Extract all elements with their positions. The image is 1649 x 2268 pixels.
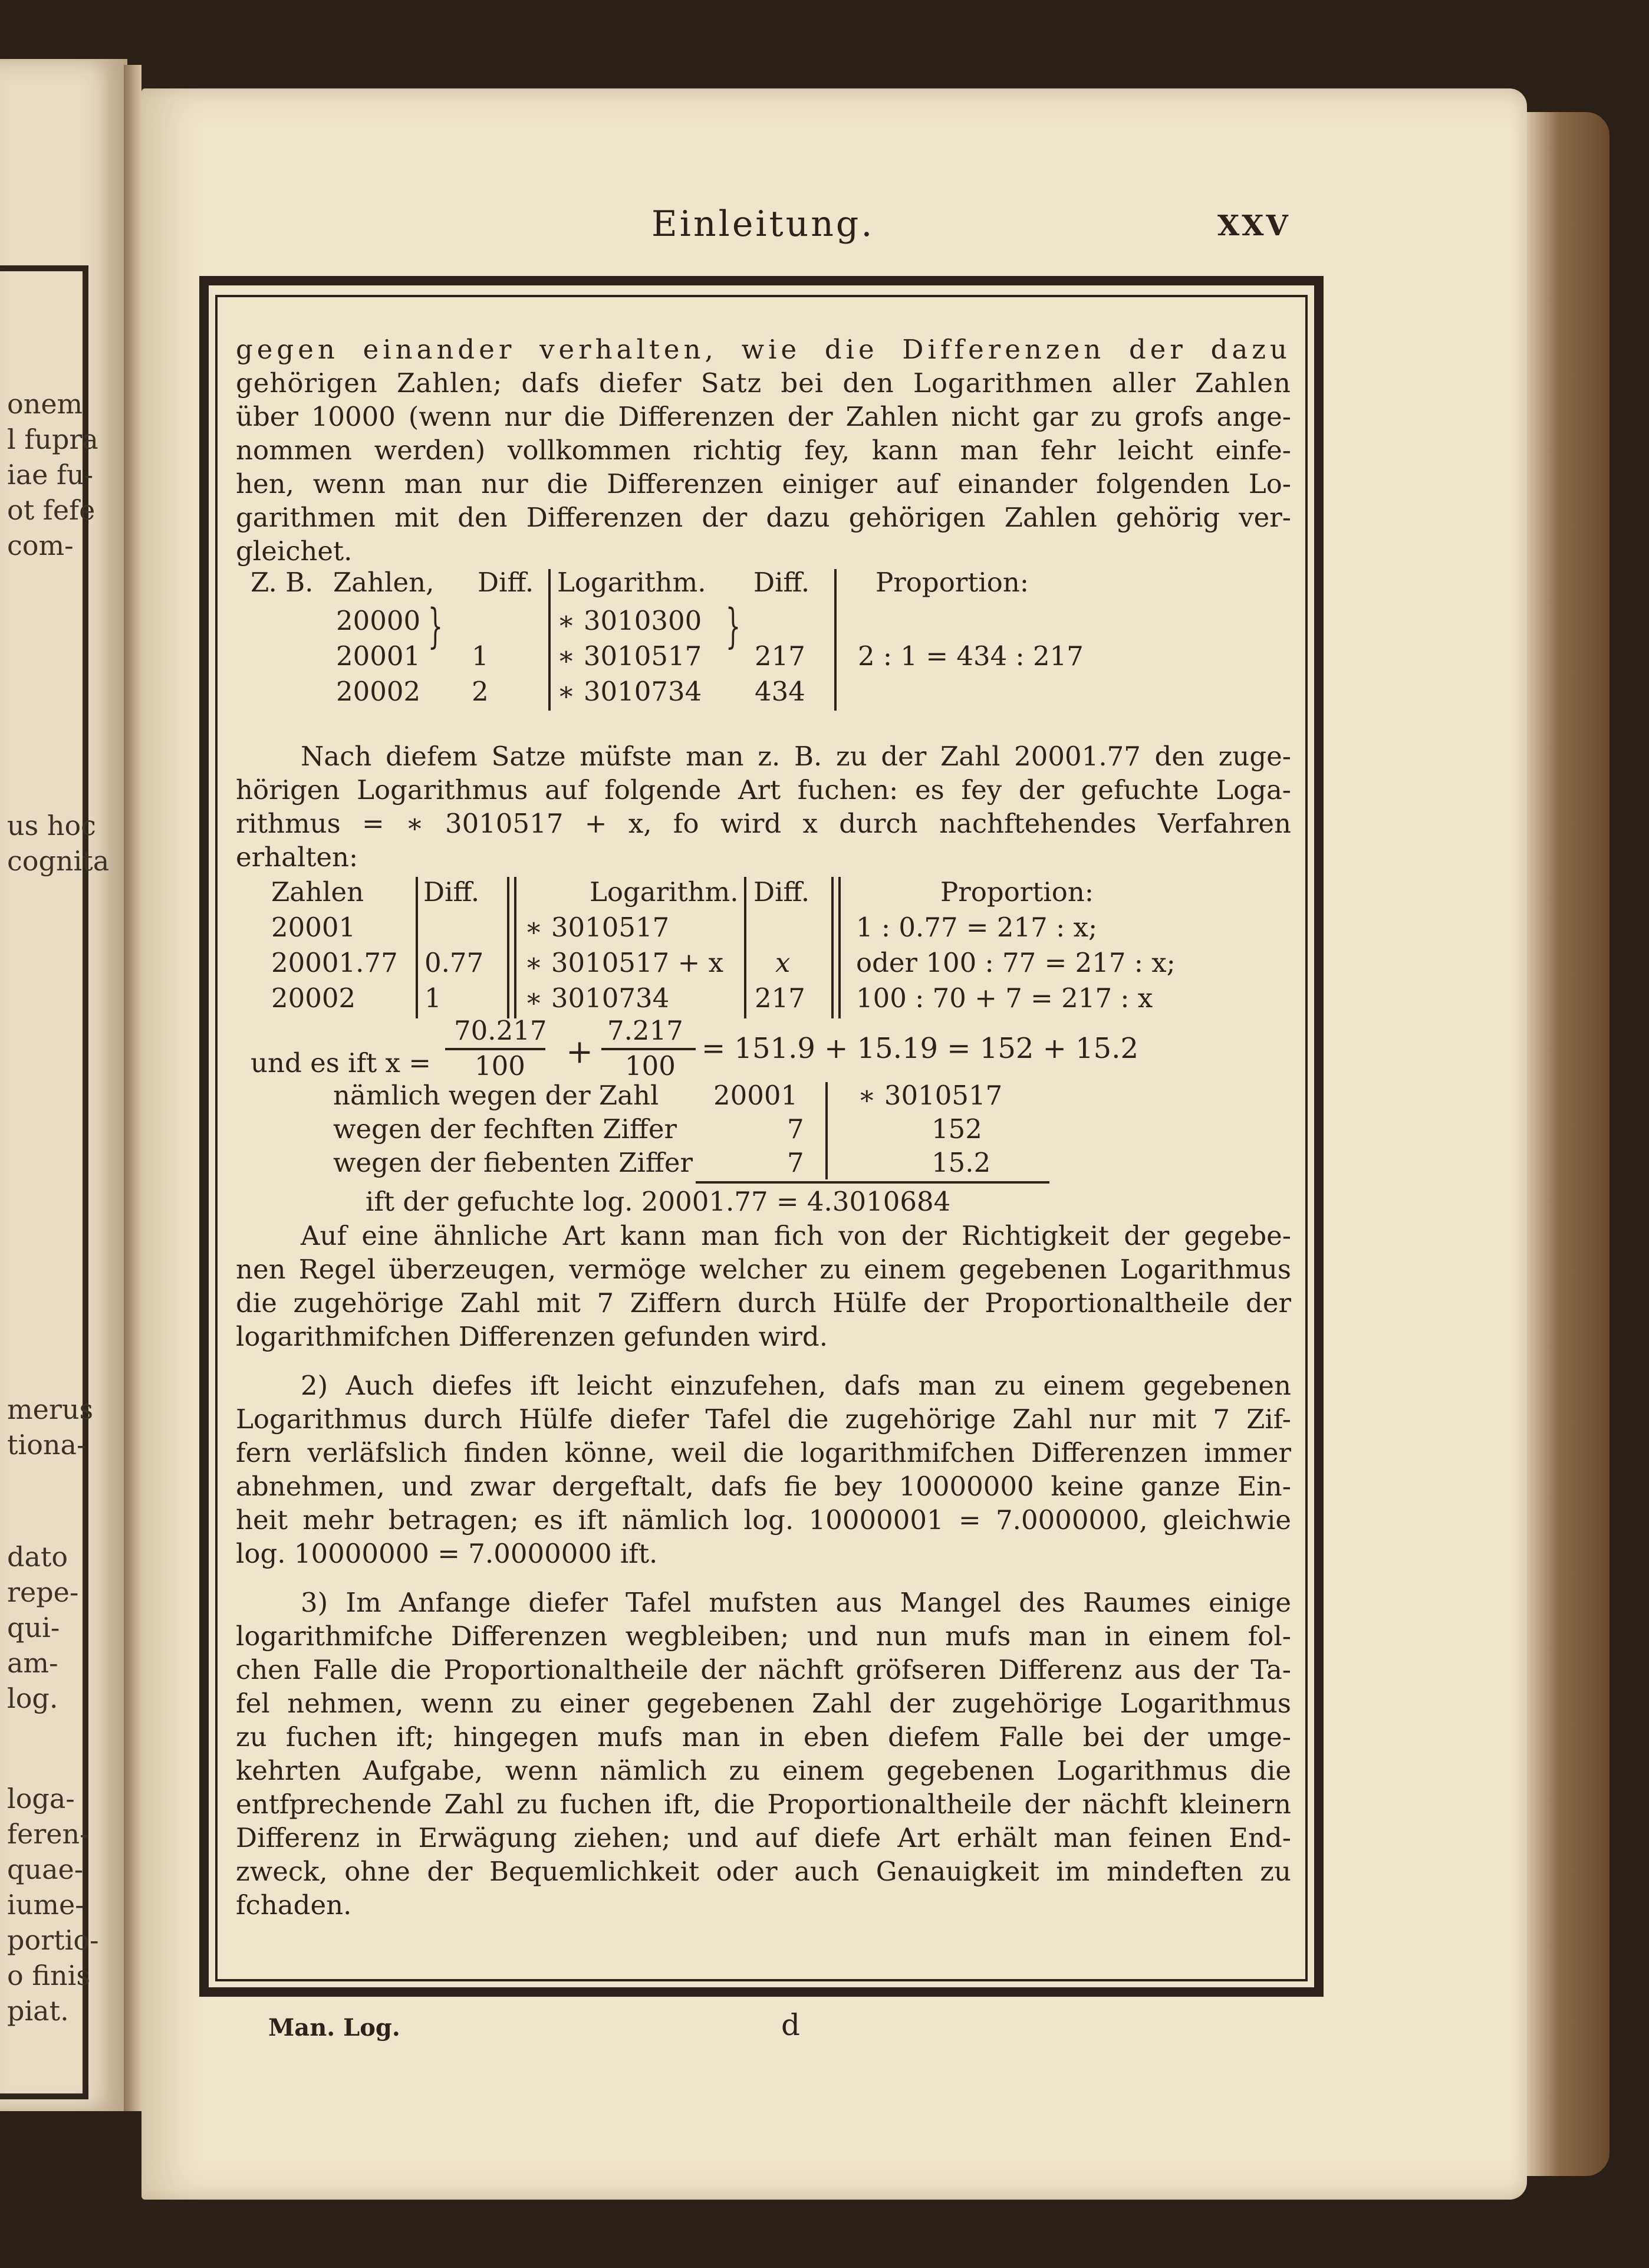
- proportion-cell: 2 : 1 = 434 : 217: [858, 640, 1084, 672]
- fraction-denominator: 100: [625, 1050, 676, 1082]
- text-line: Auf eine ähnliche Art kann man fich von der Richtigkeit der gegebe-: [301, 1220, 1291, 1251]
- left-word: loga-: [7, 1783, 75, 1815]
- left-word: quae-: [7, 1853, 84, 1885]
- summation-label: wegen der fiebenten Ziffer: [333, 1147, 693, 1178]
- left-word: onem: [7, 388, 83, 420]
- proportion-cell: 1 : 0.77 = 217 : x;: [856, 912, 1098, 943]
- log-diff-cell: 434: [755, 676, 805, 707]
- example-lead: Z. B.: [251, 567, 314, 598]
- left-word: merus: [7, 1393, 94, 1425]
- col-header-numbers: Zahlen: [271, 876, 364, 908]
- text-line: gegen einander verhalten, wie die Differenzen der dazu: [236, 334, 1291, 365]
- number-diff-cell: 1: [424, 982, 442, 1014]
- fraction-denominator: 100: [475, 1050, 525, 1082]
- equation-lead: und es ift x =: [251, 1047, 431, 1079]
- text-line: Logarithmus durch Hülfe diefer Tafel die zugehörige Zahl nur mit 7 Zif-: [236, 1403, 1291, 1435]
- brace-glyph: }: [725, 599, 741, 653]
- log-cell: ∗ 3010517: [525, 912, 670, 943]
- summation-value: 20001: [713, 1080, 798, 1111]
- text-line: abnehmen, und zwar dergeftalt, dafs fie bey 10000000 keine ganze Ein-: [236, 1471, 1291, 1502]
- number-diff-cell: 2: [472, 676, 489, 707]
- left-word: iume-: [7, 1889, 84, 1921]
- summation-value: 7: [787, 1147, 804, 1178]
- page-number: XXV: [1217, 209, 1291, 242]
- number-diff-cell: 1: [472, 640, 489, 672]
- col-header-diff: Diff.: [423, 876, 480, 908]
- text-line: gleichet.: [236, 535, 353, 567]
- proportion-cell: oder 100 : 77 = 217 : x;: [856, 947, 1176, 978]
- summation-label: nämlich wegen der Zahl: [333, 1080, 659, 1111]
- plus-sign: +: [566, 1033, 594, 1070]
- log-cell: ∗ 3010300: [557, 605, 702, 636]
- text-line: gehörigen Zahlen; dafs diefer Satz bei den Logarithmen aller Zahlen: [236, 367, 1291, 399]
- text-line: heit mehr betragen; es ift nämlich log. 10000001 = 7.0000000, gleichwie: [236, 1504, 1291, 1536]
- text-line: nommen werden) vollkommen richtig fey, kann man fehr leicht einfe-: [236, 435, 1291, 466]
- column-rule: [834, 569, 837, 711]
- left-word: repe-: [7, 1576, 79, 1608]
- text-line: nen Regel überzeugen, vermöge welcher zu einem gegebenen Logarithmus: [236, 1254, 1291, 1285]
- text-line: log. 10000000 = 7.0000000 ift.: [236, 1538, 658, 1569]
- column-rule: [744, 877, 746, 1018]
- left-word: cognita: [7, 845, 110, 877]
- left-word: am-: [7, 1647, 58, 1679]
- log-diff-cell: 217: [755, 982, 805, 1014]
- fraction-numerator: 70.217: [454, 1015, 547, 1046]
- left-word: us hoc: [7, 810, 96, 842]
- text-line: hörigen Logarithmus auf folgende Art fuchen: es fey der gefuchte Loga-: [236, 774, 1291, 806]
- text-line: Differenz in Erwägung ziehen; und auf diefe Art erhält man feinen End-: [236, 1822, 1291, 1853]
- left-word: o finis: [7, 1960, 90, 1991]
- left-word: dato: [7, 1541, 68, 1573]
- text-line: fel nehmen, wenn zu einer gegebenen Zahl der zugehörige Logarithmus: [236, 1688, 1291, 1719]
- log-cell: ∗ 3010517 + x: [525, 947, 723, 978]
- text-line: logarithmifche Differenzen wegbleiben; und nun mufs man in einem fol-: [236, 1621, 1291, 1652]
- proportion-cell: 100 : 70 + 7 = 217 : x: [856, 982, 1153, 1014]
- log-diff-cell: x: [775, 947, 791, 978]
- number-cell: 20002: [271, 982, 356, 1014]
- col-header-log: Logarithm.: [557, 567, 706, 598]
- text-line: hen, wenn man nur die Differenzen einiger auf einander folgenden Lo-: [236, 468, 1291, 499]
- number-cell: 20001: [271, 912, 356, 943]
- text-line: 2) Auch diefes ift leicht einzufehen, dafs man zu einem gegebenen: [301, 1370, 1291, 1401]
- number-diff-cell: 0.77: [424, 947, 484, 978]
- left-word: ot fefe: [7, 494, 96, 526]
- col-header-log: Logarithm.: [590, 876, 739, 908]
- left-word: piat.: [7, 1995, 69, 2027]
- summation-value: 7: [787, 1113, 804, 1145]
- column-rule: [514, 877, 516, 1018]
- left-word: com-: [7, 530, 74, 561]
- col-header-proportion: Proportion:: [875, 567, 1029, 598]
- left-word: portio-: [7, 1924, 99, 1956]
- left-word: iae fu-: [7, 459, 94, 491]
- book-spine: [124, 65, 141, 2111]
- column-rule: [825, 1082, 828, 1179]
- number-cell: 20001.77: [271, 947, 398, 978]
- left-word: qui-: [7, 1612, 60, 1644]
- summation-addend: 15.2: [932, 1147, 991, 1178]
- number-cell: 20001: [336, 640, 421, 672]
- summation-addend: 152: [932, 1113, 982, 1145]
- text-line: rithmus = ∗ 3010517 + x, fo wird x durch nachftehendes Verfahren: [236, 808, 1291, 839]
- text-line: zu fuchen ift; hingegen mufs man in eben diefem Falle bei der umge-: [236, 1721, 1291, 1753]
- text-line: fchaden.: [236, 1889, 352, 1921]
- summation-label: wegen der fechften Ziffer: [333, 1113, 677, 1145]
- page-edge: [1527, 112, 1609, 2176]
- log-cell: ∗ 3010734: [557, 676, 702, 707]
- col-header-numbers: Zahlen,: [333, 567, 435, 598]
- text-line: chen Falle die Proportionaltheile der nächft gröfseren Differenz aus der Ta-: [236, 1654, 1291, 1685]
- column-rule: [838, 877, 841, 1018]
- left-word: tiona-: [7, 1429, 86, 1461]
- fraction-numerator: 7.217: [607, 1015, 683, 1046]
- text-line: fern verläfslich finden könne, weil die logarithmifchen Differenzen immer: [236, 1437, 1291, 1468]
- text-line: zweck, ohne der Bequemlichkeit oder auch Genauigkeit im mindeften zu: [236, 1856, 1291, 1887]
- col-header-proportion: Proportion:: [940, 876, 1094, 908]
- sum-rule: [696, 1181, 1049, 1184]
- column-rule: [548, 569, 551, 711]
- text-line: entfprechende Zahl zu fuchen ift, die Proportionaltheile der nächft kleinern: [236, 1789, 1291, 1820]
- column-rule: [831, 877, 834, 1018]
- column-rule: [416, 877, 418, 1018]
- col-header-log-diff: Diff.: [753, 567, 810, 598]
- log-cell: ∗ 3010517: [557, 640, 702, 672]
- left-word: log.: [7, 1682, 58, 1714]
- left-facing-page: [0, 59, 127, 2111]
- text-line: die zugehörige Zahl mit 7 Ziffern durch Hülfe der Proportionaltheile der: [236, 1287, 1291, 1319]
- log-diff-cell: 217: [755, 640, 805, 672]
- sheet-signature-mark: d: [781, 2008, 801, 2042]
- left-word: l fupra: [7, 423, 98, 455]
- text-line: garithmen mit den Differenzen der dazu gehörigen Zahlen gehörig ver-: [236, 502, 1291, 533]
- text-line: logarithmifchen Differenzen gefunden wird.: [236, 1321, 828, 1352]
- text-line: Nach diefem Satze müfste man z. B. zu der Zahl 20001.77 den zuge-: [301, 741, 1291, 772]
- text-line: kehrten Aufgabe, wenn nämlich zu einem gegebenen Logarithmus die: [236, 1755, 1291, 1786]
- summation-result: ift der gefuchte log. 20001.77 = 4.3010684: [366, 1186, 951, 1217]
- equation-result: = 151.9 + 15.19 = 152 + 15.2: [702, 1032, 1138, 1065]
- text-line: erhalten:: [236, 842, 358, 873]
- signature-line: Man. Log.: [268, 2014, 400, 2042]
- col-header-log-diff: Diff.: [753, 876, 810, 908]
- number-cell: 20002: [336, 676, 421, 707]
- column-rule: [507, 877, 509, 1018]
- text-line: über 10000 (wenn nur die Differenzen der Zahlen nicht gar zu grofs ange-: [236, 401, 1291, 432]
- summation-addend: ∗ 3010517: [858, 1080, 1003, 1111]
- log-cell: ∗ 3010734: [525, 982, 670, 1014]
- col-header-diff: Diff.: [478, 567, 534, 598]
- brace-glyph: }: [427, 599, 443, 653]
- left-word: feren-: [7, 1818, 89, 1850]
- running-title: Einleitung.: [651, 203, 875, 245]
- number-cell: 20000: [336, 605, 421, 636]
- text-line: 3) Im Anfange diefer Tafel mufsten aus Mangel des Raumes einige: [301, 1587, 1291, 1618]
